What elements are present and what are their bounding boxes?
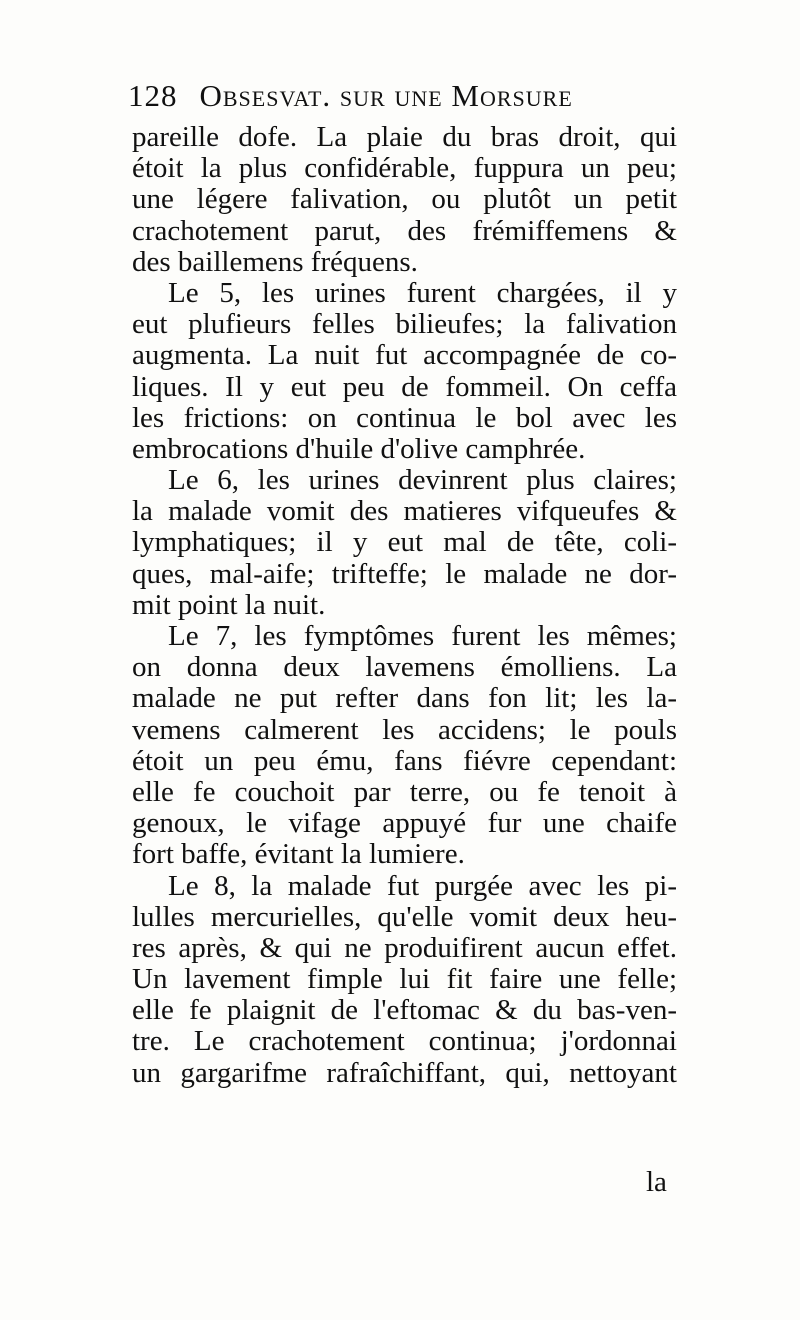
catchword: la (646, 1166, 667, 1198)
running-title: Obsesvat. sur une Morsure (199, 78, 573, 113)
text-line: les frictions: on continua le bol avec les (132, 401, 677, 434)
paragraph-start-line: Le 6, les urines devinrent plus claires; (168, 464, 677, 497)
text-line: une légere falivation, ou plutôt un petit (132, 183, 677, 216)
text-line: embrocations d'huile d'olive camphrée. (132, 432, 586, 465)
text-line: on donna deux lavemens émolliens. La (132, 651, 677, 684)
paragraph-start-line: Le 8, la malade fut purgée avec les pi- (168, 869, 677, 902)
text-line: fort baffe, évitant la lumiere. (132, 838, 465, 871)
text-line: Un lavement fimple lui fit faire une felle; (132, 963, 677, 996)
text-line: étoit un peu ému, fans fiévre cependant: (132, 744, 677, 777)
text-line: lulles mercurielles, qu'elle vomit deux heu- (132, 900, 677, 933)
text-line: lymphatiques; il y eut mal de tête, coli- (132, 526, 677, 559)
text-line: liques. Il y eut peu de fommeil. On ceffa (132, 370, 677, 403)
text-line: la malade vomit des matieres vifqueufes & (132, 495, 677, 528)
text-line: un gargarifme rafraîchiffant, qui, nettoyant (132, 1056, 677, 1089)
running-head (128, 78, 668, 120)
text-line: vemens calmerent les accidens; le pouls (132, 713, 677, 746)
text-line: pareille dofe. La plaie du bras droit, qui (132, 121, 677, 153)
text-line: crachotement parut, des frémiffemens & (132, 214, 677, 247)
text-line: genoux, le vifage appuyé fur une chaife (132, 807, 677, 840)
page-number: 128 (128, 78, 178, 113)
text-line: elle fe couchoit par terre, ou fe tenoit à (132, 775, 677, 808)
text-line: res après, & qui ne produifirent aucun effet. (132, 931, 677, 964)
text-line: mit point la nuit. (132, 588, 326, 621)
text-line: ques, mal-aife; trifteffe; le malade ne dor- (132, 557, 677, 590)
text-line: des baillemens fréquens. (132, 245, 418, 278)
text-line: eut plufieurs felles bilieufes; la falivation (132, 308, 677, 341)
paragraph-start-line: Le 7, les fymptômes furent les mêmes; (168, 620, 677, 652)
text-line: étoit la plus confidérable, fuppura un peu; (132, 152, 677, 185)
text-line: malade ne put refter dans fon lit; les la- (132, 682, 677, 715)
paragraph-start-line: Le 5, les urines furent chargées, il y (168, 276, 677, 309)
text-line: augmenta. La nuit fut accompagnée de co- (132, 339, 677, 372)
text-line: tre. Le crachotement continua; j'ordonnai (132, 1025, 677, 1058)
text-line: elle fe plaignit de l'eftomac & du bas-ven- (132, 994, 677, 1027)
body-text (132, 122, 677, 1089)
